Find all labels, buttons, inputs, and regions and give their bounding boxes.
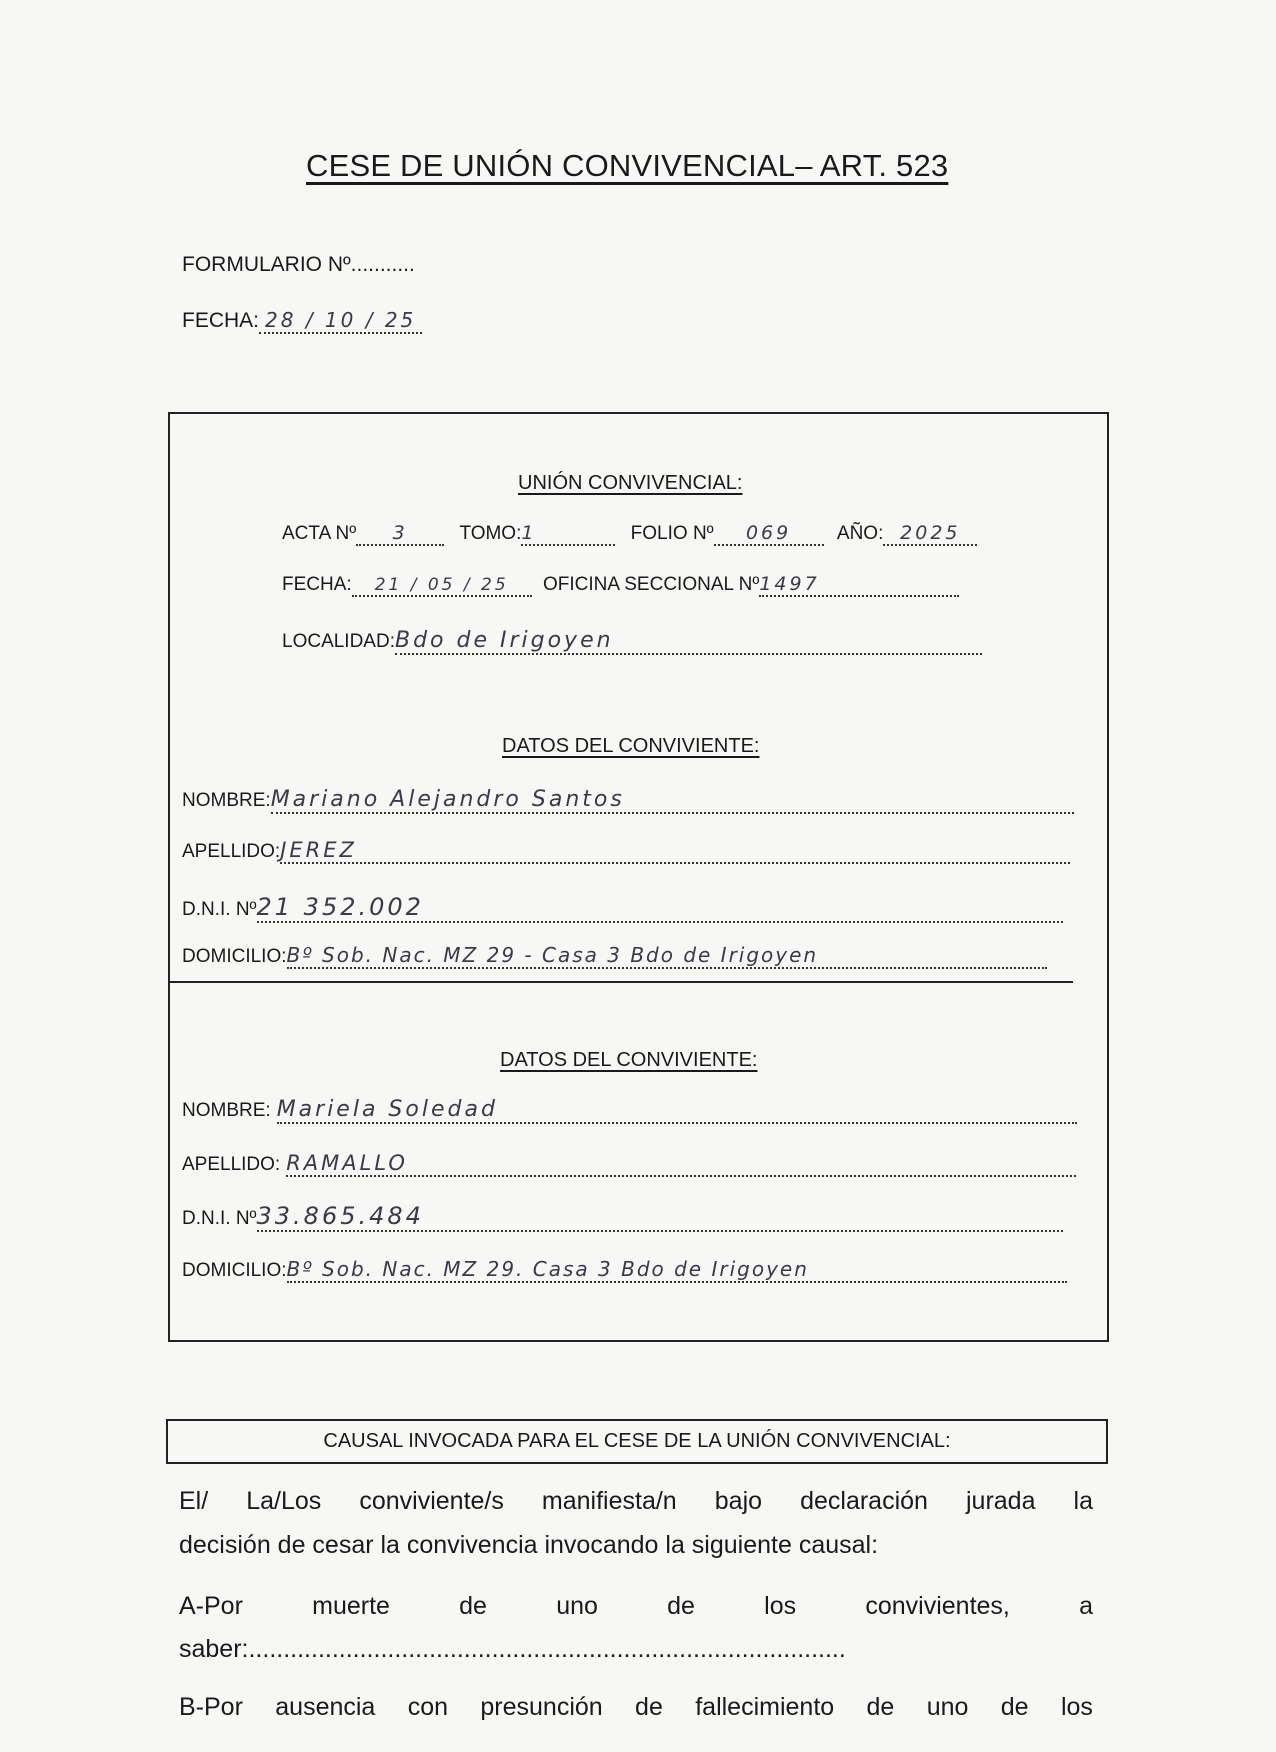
declaracion-line1: [179, 1487, 1093, 1516]
fecha-row: [182, 308, 422, 333]
c2-apellido-row: [182, 1151, 1076, 1177]
conviviente1-heading: DATOS DEL CONVIVIENTE:: [502, 735, 760, 757]
word: los: [1060, 1693, 1093, 1721]
tomo-label: TOMO:: [459, 523, 522, 544]
c1-dni-row: [182, 893, 1063, 923]
word: El/: [179, 1487, 209, 1515]
word: bajo: [714, 1487, 763, 1515]
document-title: CESE DE UNIÓN CONVIVENCIAL– ART. 523: [306, 148, 949, 183]
word: manifiesta/n: [541, 1487, 677, 1515]
opcion-a-line2[interactable]: saber:......................................................................................: [179, 1635, 846, 1663]
word: fallecimiento: [695, 1693, 835, 1721]
folio-field[interactable]: 069: [714, 522, 824, 546]
word: de: [635, 1693, 663, 1721]
word: uno: [926, 1693, 969, 1721]
declaracion-line2: decisión de cesar la convivencia invocando la siguiente causal:: [179, 1531, 879, 1559]
folio-label: FOLIO Nº: [630, 523, 714, 544]
c1-nombre-label: NOMBRE:: [182, 790, 271, 811]
word: con: [407, 1693, 449, 1721]
causal-heading: CAUSAL INVOCADA PARA EL CESE DE LA UNIÓN CONVIVENCIAL:: [166, 1419, 1108, 1464]
conviviente2-heading: DATOS DEL CONVIVIENTE:: [500, 1049, 758, 1071]
localidad-row: [282, 628, 982, 655]
word: a: [1079, 1592, 1093, 1620]
c1-apellido-label: APELLIDO:: [182, 841, 281, 862]
fecha-oficina-row: [282, 573, 959, 597]
c1-domicilio-row: [182, 943, 1047, 969]
c2-apellido-label: APELLIDO:: [182, 1154, 281, 1175]
word: los: [764, 1592, 797, 1620]
opcion-a-line1: [179, 1592, 1093, 1621]
word: La/Los: [246, 1487, 322, 1515]
anio-label: AÑO:: [836, 523, 884, 544]
oficina-field[interactable]: 1497: [759, 573, 959, 597]
word: conviviente/s: [359, 1487, 504, 1515]
word: de: [866, 1693, 895, 1721]
c2-domicilio-label: DOMICILIO:: [182, 1260, 287, 1281]
c1-apellido-row: [182, 838, 1070, 864]
c2-domicilio-row: [182, 1257, 1067, 1283]
fecha-label: FECHA:: [182, 309, 260, 332]
acta-field[interactable]: 3: [356, 522, 444, 546]
union-heading: UNIÓN CONVIVENCIAL:: [518, 472, 743, 494]
oficina-label: OFICINA SECCIONAL Nº: [542, 574, 760, 595]
word: muerte: [312, 1592, 390, 1620]
word: la: [1073, 1487, 1093, 1515]
c2-nombre-label: NOMBRE:: [182, 1100, 271, 1121]
c1-domicilio-label: DOMICILIO:: [182, 946, 287, 967]
word: de: [667, 1592, 695, 1620]
word: jurada: [965, 1487, 1036, 1515]
acta-label: ACTA Nº: [282, 523, 357, 544]
word: de: [1000, 1693, 1029, 1721]
opcion-b-line1: [179, 1693, 1093, 1722]
localidad-label: LOCALIDAD:: [282, 631, 395, 652]
c1-dni-label: D.N.I. Nº: [182, 899, 257, 920]
c2-dni-label: D.N.I. Nº: [182, 1208, 257, 1229]
c2-nombre-row: [182, 1097, 1077, 1124]
word: A-Por: [179, 1592, 243, 1620]
fecha-field[interactable]: 28 / 10 / 25: [259, 308, 422, 334]
c1-domicilio-field[interactable]: Bº Sob. Nac. MZ 29 - Casa 3 Bdo de Irigoyen: [287, 943, 1047, 969]
c1-nombre-field[interactable]: Mariano Alejandro Santos: [271, 787, 1074, 814]
c1-apellido-field[interactable]: JEREZ: [280, 838, 1070, 864]
localidad-field[interactable]: Bdo de Irigoyen: [395, 628, 982, 655]
c1-nombre-row: [182, 787, 1074, 814]
c1-dni-field[interactable]: 21 352.002: [257, 893, 1063, 923]
formulario-label: FORMULARIO Nº...........: [182, 253, 415, 276]
box-divider: [168, 981, 1073, 983]
word: presunción: [480, 1693, 603, 1721]
acta-row: [282, 522, 977, 546]
union-fecha-label: FECHA:: [282, 574, 352, 595]
word: declaración: [800, 1487, 928, 1515]
word: ausencia: [275, 1693, 376, 1721]
c2-nombre-field[interactable]: Mariela Soledad: [277, 1097, 1077, 1124]
word: convivientes,: [865, 1592, 1010, 1620]
word: uno: [556, 1592, 598, 1620]
c2-dni-row: [182, 1202, 1063, 1232]
word: B-Por: [179, 1693, 243, 1721]
tomo-field[interactable]: 1: [521, 522, 615, 546]
c2-apellido-field[interactable]: RAMALLO: [286, 1151, 1076, 1177]
c2-domicilio-field[interactable]: Bº Sob. Nac. MZ 29. Casa 3 Bdo de Irigoyen: [287, 1257, 1067, 1283]
union-fecha-field[interactable]: 21 / 05 / 25: [352, 575, 532, 597]
c2-dni-field[interactable]: 33.865.484: [257, 1202, 1063, 1232]
anio-field[interactable]: 2025: [883, 522, 977, 546]
word: de: [459, 1592, 487, 1620]
